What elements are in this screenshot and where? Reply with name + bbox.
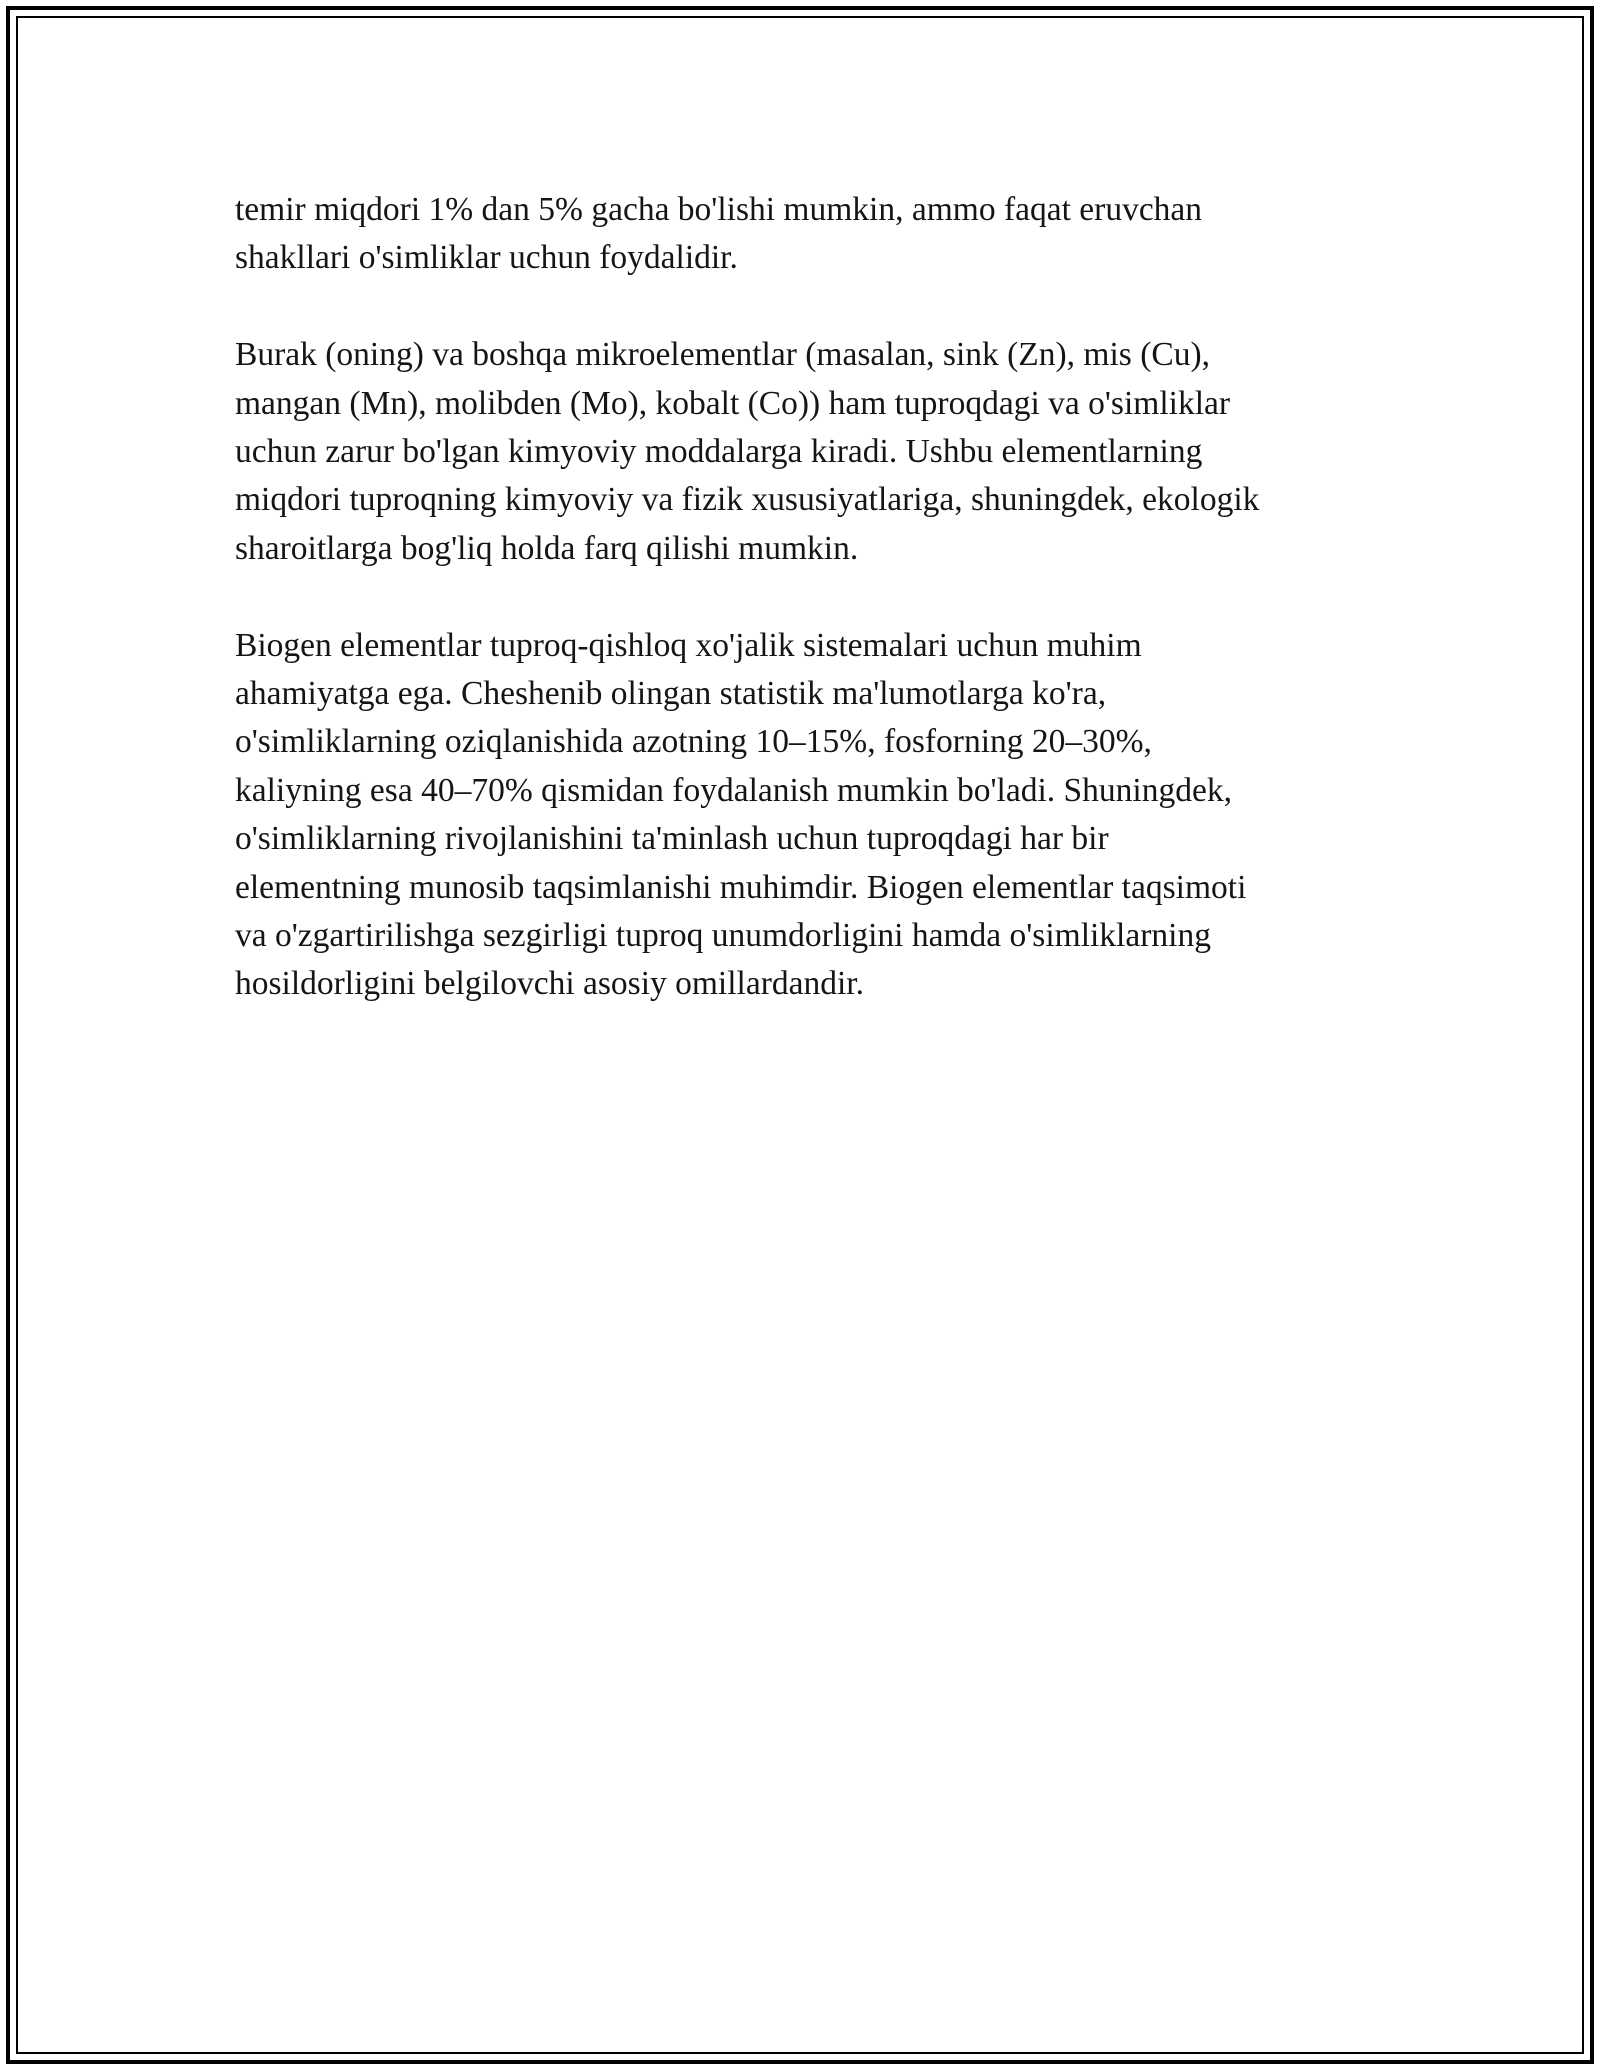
document-body [235,186,1375,1009]
paragraph-biogen-elements: Biogen elementlar tuproq-qishloq xo'jalik sistemalari uchun muhim ahamiyatga ega. Cheshenib olingan statistik ma'lumotlarga ko'ra, o'simliklarning oziqlanishida azotning 10–15%, fosforning 20–30%, kaliyning esa 40–70% qismidan foydalanish mumkin bo'ladi. Shuningdek, o'simliklarning rivojlanishini ta'minlash uchun tuproqdagi har bir elementning munosib taqsimlanishi muhimdir. Biogen elementlar taqsimoti va o'zgartirilishga sezgirligi tuproq unumdorligini hamda o'simliklarning hosildorligini belgilovchi asosiy omillardandir. [235,626,1247,1003]
paragraph-iron-content: temir miqdori 1% dan 5% gacha bo'lishi mumkin, ammo faqat eruvchan shakllari o'simliklar uchun foydalidir. [235,191,1203,277]
paragraph-microelements: Burak (oning) va boshqa mikroelementlar (masalan, sink (Zn), mis (Cu), mangan (Mn), molibden (Mo), kobalt (Co)) ham tuproqdagi va o'simliklar uchun zarur bo'lgan kimyoviy moddalarga kiradi. Ushbu elementlarning miqdori tuproqning kimyoviy va fizik xususiyatlariga, shuningdek, ekologik sharoitlarga bog'liq holda farq qilishi mumkin. [235,336,1260,567]
